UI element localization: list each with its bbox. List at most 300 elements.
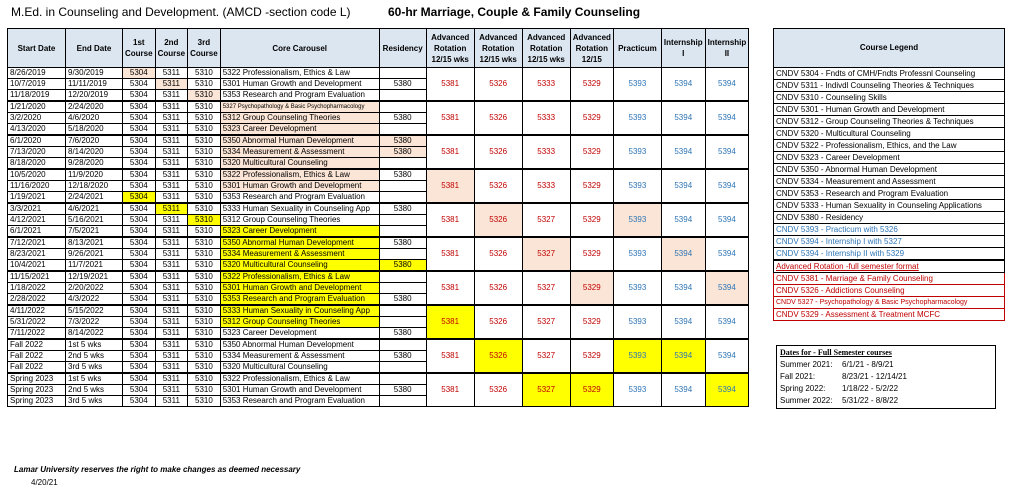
second-course-cell: 5311 [155, 362, 188, 374]
third-course-cell: 5310 [188, 158, 221, 170]
start-date-cell: 6/1/2020 [8, 135, 66, 147]
third-course-cell: 5310 [188, 192, 221, 204]
legend-item: CNDV 5326 - Addictions Counseling [774, 285, 1005, 297]
advanced-rotation-cell: 5329 [570, 237, 613, 271]
third-course-cell: 5310 [188, 124, 221, 136]
first-course-cell: 5304 [123, 328, 156, 340]
advanced-rotation-cell: 5381 [426, 135, 474, 169]
table-row [8, 203, 749, 215]
residency-cell: 5380 [379, 260, 426, 272]
core-carousel-cell: 5301 Human Growth and Development [220, 385, 379, 396]
start-date-cell: Spring 2023 [8, 396, 66, 407]
dates-title: Dates for - Full Semester courses [780, 348, 892, 357]
third-course-cell: 5310 [188, 339, 221, 351]
second-course-cell: 5311 [155, 373, 188, 385]
end-date-cell: 8/13/2021 [66, 237, 123, 249]
internship-2-cell: 5394 [705, 271, 749, 305]
advanced-rotation-cell: 5381 [426, 203, 474, 237]
practicum-cell: 5393 [613, 237, 661, 271]
core-carousel-cell: 5353 Research and Program Evaluation [220, 396, 379, 407]
advanced-rotation-cell: 5381 [426, 101, 474, 135]
practicum-cell: 5393 [613, 339, 661, 373]
core-carousel-cell: 5327 Psychopathology & Basic Psychopharmacology [220, 101, 379, 113]
advanced-rotation-cell: 5329 [570, 271, 613, 305]
first-course-cell: 5304 [123, 147, 156, 158]
end-date-cell: 4/6/2021 [66, 203, 123, 215]
first-course-cell: 5304 [123, 362, 156, 374]
internship-1-cell: 5394 [661, 271, 705, 305]
first-course-cell: 5304 [123, 305, 156, 317]
third-course-cell: 5310 [188, 373, 221, 385]
start-date-cell: 7/12/2021 [8, 237, 66, 249]
practicum-cell: 5393 [613, 169, 661, 203]
legend-item: CNDV 5323 - Career Development [774, 152, 1005, 164]
advanced-rotation-cell: 5381 [426, 305, 474, 339]
end-date-cell: 2/20/2022 [66, 283, 123, 294]
legend-item: CNDV 5301 - Human Growth and Development [774, 104, 1005, 116]
second-course-cell: 5311 [155, 203, 188, 215]
end-date-cell: 12/19/2021 [66, 271, 123, 283]
residency-cell [379, 339, 426, 351]
semester-label: Summer 2021: [780, 360, 833, 369]
semester-range: 5/31/22 - 8/8/22 [842, 396, 899, 405]
start-date-cell: Spring 2023 [8, 373, 66, 385]
advanced-rotation-cell: 5326 [474, 203, 522, 237]
column-header: Core Carousel [220, 29, 379, 68]
advanced-rotation-cell: 5329 [570, 169, 613, 203]
start-date-cell: 11/16/2020 [8, 181, 66, 192]
core-carousel-cell: 5350 Abnormal Human Development [220, 135, 379, 147]
third-course-cell: 5310 [188, 283, 221, 294]
end-date-cell: 1st 5 wks [66, 373, 123, 385]
legend-item: CNDV 5327 - Psychopathology & Basic Psychopharmacology [774, 297, 1005, 309]
core-carousel-cell: 5322 Professionalism, Ethics & Law [220, 169, 379, 181]
practicum-cell: 5393 [613, 101, 661, 135]
start-date-cell: 4/13/2020 [8, 124, 66, 136]
first-course-cell: 5304 [123, 260, 156, 272]
internship-1-cell: 5394 [661, 339, 705, 373]
program-title: M.Ed. in Counseling and Development. (AMCD -section code L) [11, 5, 351, 19]
first-course-cell: 5304 [123, 68, 156, 79]
end-date-cell: 11/9/2020 [66, 169, 123, 181]
core-carousel-cell: 5353 Research and Program Evaluation [220, 90, 379, 102]
third-course-cell: 5310 [188, 101, 221, 113]
legend-title: Course Legend [774, 29, 1005, 68]
advanced-rotation-cell: 5329 [570, 68, 613, 102]
core-carousel-cell: 5323 Career Development [220, 124, 379, 136]
third-course-cell: 5310 [188, 351, 221, 362]
column-header: Advanced Rotation 12/15 [570, 29, 613, 68]
core-carousel-cell: 5312 Group Counseling Theories [220, 317, 379, 328]
start-date-cell: Fall 2022 [8, 362, 66, 374]
end-date-cell: 8/14/2020 [66, 147, 123, 158]
residency-cell [379, 362, 426, 374]
start-date-cell: 11/18/2019 [8, 90, 66, 102]
residency-cell: 5380 [379, 328, 426, 340]
core-carousel-cell: 5323 Career Development [220, 226, 379, 238]
column-header: Advanced Rotation 12/15 wks [426, 29, 474, 68]
third-course-cell: 5310 [188, 147, 221, 158]
residency-cell [379, 215, 426, 226]
second-course-cell: 5311 [155, 158, 188, 170]
third-course-cell: 5310 [188, 181, 221, 192]
semester-dates-row [780, 359, 992, 371]
third-course-cell: 5310 [188, 294, 221, 306]
internship-1-cell: 5394 [661, 101, 705, 135]
table-row [8, 271, 749, 283]
start-date-cell: Fall 2022 [8, 351, 66, 362]
first-course-cell: 5304 [123, 169, 156, 181]
legend-item: CNDV 5350 - Abnormal Human Development [774, 164, 1005, 176]
advanced-rotation-cell: 5381 [426, 169, 474, 203]
residency-cell: 5380 [379, 147, 426, 158]
residency-cell [379, 181, 426, 192]
core-carousel-cell: 5334 Measurement & Assessment [220, 249, 379, 260]
second-course-cell: 5311 [155, 339, 188, 351]
internship-1-cell: 5394 [661, 68, 705, 102]
end-date-cell: 3rd 5 wks [66, 362, 123, 374]
third-course-cell: 5310 [188, 317, 221, 328]
advanced-rotation-cell: 5329 [570, 339, 613, 373]
semester-label: Spring 2022: [780, 384, 826, 393]
advanced-rotation-cell: 5329 [570, 135, 613, 169]
residency-cell [379, 68, 426, 79]
core-carousel-cell: 5333 Human Sexuality in Counseling App [220, 305, 379, 317]
end-date-cell: 5/15/2022 [66, 305, 123, 317]
table-row [8, 305, 749, 317]
legend-item: CNDV 5381 - Marriage & Family Counseling [774, 273, 1005, 285]
first-course-cell: 5304 [123, 237, 156, 249]
core-carousel-cell: 5301 Human Growth and Development [220, 283, 379, 294]
column-header: Internship I [661, 29, 705, 68]
legend-item: CNDV 5394 - Internship I with 5327 [774, 236, 1005, 248]
first-course-cell: 5304 [123, 79, 156, 90]
advanced-rotation-cell: 5327 [522, 203, 570, 237]
semester-label: Fall 2021: [780, 372, 816, 381]
core-carousel-cell: 5322 Professionalism, Ethics & Law [220, 271, 379, 283]
column-header: Practicum [613, 29, 661, 68]
residency-cell: 5380 [379, 237, 426, 249]
core-carousel-cell: 5350 Abnormal Human Development [220, 339, 379, 351]
residency-cell: 5380 [379, 113, 426, 124]
start-date-cell: 4/12/2021 [8, 215, 66, 226]
internship-2-cell: 5394 [705, 169, 749, 203]
internship-2-cell: 5394 [705, 135, 749, 169]
second-course-cell: 5311 [155, 237, 188, 249]
second-course-cell: 5311 [155, 215, 188, 226]
second-course-cell: 5311 [155, 135, 188, 147]
advanced-rotation-cell: 5327 [522, 373, 570, 407]
core-carousel-cell: 5301 Human Growth and Development [220, 79, 379, 90]
first-course-cell: 5304 [123, 124, 156, 136]
internship-2-cell: 5394 [705, 305, 749, 339]
core-carousel-cell: 5353 Research and Program Evaluation [220, 294, 379, 306]
course-schedule-table [7, 28, 749, 407]
end-date-cell: 7/6/2020 [66, 135, 123, 147]
core-carousel-cell: 5301 Human Growth and Development [220, 181, 379, 192]
residency-cell [379, 158, 426, 170]
semester-range: 1/18/22 - 5/2/22 [842, 384, 899, 393]
residency-cell [379, 283, 426, 294]
third-course-cell: 5310 [188, 135, 221, 147]
practicum-cell: 5393 [613, 305, 661, 339]
column-header: Advanced Rotation 12/15 wks [522, 29, 570, 68]
first-course-cell: 5304 [123, 90, 156, 102]
core-carousel-cell: 5320 Multicultural Counseling [220, 362, 379, 374]
disclaimer-note: Lamar University reserves the right to make changes as deemed necessary [14, 465, 301, 474]
second-course-cell: 5311 [155, 351, 188, 362]
advanced-rotation-cell: 5329 [570, 373, 613, 407]
third-course-cell: 5310 [188, 215, 221, 226]
advanced-rotation-cell: 5327 [522, 237, 570, 271]
second-course-cell: 5311 [155, 260, 188, 272]
advanced-rotation-cell: 5326 [474, 373, 522, 407]
first-course-cell: 5304 [123, 135, 156, 147]
core-carousel-cell: 5333 Human Sexuality in Counseling App [220, 203, 379, 215]
residency-cell [379, 192, 426, 204]
end-date-cell: 11/7/2021 [66, 260, 123, 272]
first-course-cell: 5304 [123, 181, 156, 192]
full-semester-dates [776, 345, 996, 409]
internship-1-cell: 5394 [661, 373, 705, 407]
start-date-cell: 3/3/2021 [8, 203, 66, 215]
core-carousel-cell: 5323 Career Development [220, 328, 379, 340]
third-course-cell: 5310 [188, 79, 221, 90]
table-row [8, 101, 749, 113]
table-row [8, 68, 749, 79]
advanced-rotation-cell: 5327 [522, 305, 570, 339]
advanced-rotation-cell: 5327 [522, 271, 570, 305]
core-carousel-cell: 5322 Professionalism, Ethics & Law [220, 68, 379, 79]
semester-range: 8/23/21 - 12/14/21 [842, 372, 907, 381]
internship-2-cell: 5394 [705, 203, 749, 237]
end-date-cell: 12/18/2020 [66, 181, 123, 192]
residency-cell: 5380 [379, 385, 426, 396]
legend-item: CNDV 5310 - Counseling Skills [774, 92, 1005, 104]
end-date-cell: 3rd 5 wks [66, 396, 123, 407]
end-date-cell: 1st 5 wks [66, 339, 123, 351]
end-date-cell: 5/16/2021 [66, 215, 123, 226]
residency-cell: 5380 [379, 203, 426, 215]
table-header-row [8, 29, 749, 68]
start-date-cell: 8/26/2019 [8, 68, 66, 79]
practicum-cell: 5393 [613, 68, 661, 102]
third-course-cell: 5310 [188, 249, 221, 260]
first-course-cell: 5304 [123, 385, 156, 396]
end-date-cell: 9/28/2020 [66, 158, 123, 170]
start-date-cell: 10/7/2019 [8, 79, 66, 90]
third-course-cell: 5310 [188, 305, 221, 317]
advanced-rotation-cell: 5333 [522, 135, 570, 169]
advanced-rotation-cell: 5381 [426, 271, 474, 305]
start-date-cell: 1/18/2022 [8, 283, 66, 294]
column-header: End Date [66, 29, 123, 68]
advanced-rotation-cell: 5381 [426, 68, 474, 102]
end-date-cell: 7/5/2021 [66, 226, 123, 238]
start-date-cell: 1/19/2021 [8, 192, 66, 204]
column-header: Start Date [8, 29, 66, 68]
end-date-cell: 8/14/2022 [66, 328, 123, 340]
advanced-rotation-cell: 5333 [522, 101, 570, 135]
legend-item: CNDV 5394 - Internship II with 5329 [774, 248, 1005, 261]
advanced-rotation-cell: 5333 [522, 68, 570, 102]
second-course-cell: 5311 [155, 181, 188, 192]
end-date-cell: 2/24/2020 [66, 101, 123, 113]
start-date-cell: 6/1/2021 [8, 226, 66, 238]
start-date-cell: Spring 2023 [8, 385, 66, 396]
advanced-rotation-cell: 5327 [522, 339, 570, 373]
core-carousel-cell: 5312 Group Counseling Theories [220, 215, 379, 226]
second-course-cell: 5311 [155, 147, 188, 158]
end-date-cell: 7/3/2022 [66, 317, 123, 328]
residency-cell [379, 317, 426, 328]
start-date-cell: 2/28/2022 [8, 294, 66, 306]
legend-item: CNDV 5329 - Assessment & Treatment MCFC [774, 309, 1005, 321]
residency-cell [379, 396, 426, 407]
residency-cell [379, 101, 426, 113]
internship-2-cell: 5394 [705, 68, 749, 102]
first-course-cell: 5304 [123, 192, 156, 204]
advanced-rotation-cell: 5329 [570, 203, 613, 237]
core-carousel-cell: 5350 Abnormal Human Development [220, 237, 379, 249]
advanced-rotation-cell: 5326 [474, 339, 522, 373]
end-date-cell: 2nd 5 wks [66, 351, 123, 362]
advanced-rotation-cell: 5381 [426, 373, 474, 407]
core-carousel-cell: 5334 Measurement & Assessment [220, 147, 379, 158]
start-date-cell: 11/15/2021 [8, 271, 66, 283]
third-course-cell: 5310 [188, 237, 221, 249]
first-course-cell: 5304 [123, 373, 156, 385]
third-course-cell: 5310 [188, 203, 221, 215]
second-course-cell: 5311 [155, 192, 188, 204]
column-header: Residency [379, 29, 426, 68]
table-row [8, 339, 749, 351]
advanced-rotation-cell: 5381 [426, 237, 474, 271]
semester-dates-row [780, 395, 992, 407]
start-date-cell: 5/31/2022 [8, 317, 66, 328]
advanced-rotation-cell: 5326 [474, 101, 522, 135]
first-course-cell: 5304 [123, 226, 156, 238]
table-row [8, 237, 749, 249]
practicum-cell: 5393 [613, 135, 661, 169]
start-date-cell: 10/5/2020 [8, 169, 66, 181]
residency-cell [379, 373, 426, 385]
core-carousel-cell: 5320 Multicultural Counseling [220, 260, 379, 272]
first-course-cell: 5304 [123, 101, 156, 113]
advanced-rotation-cell: 5333 [522, 169, 570, 203]
legend-item: CNDV 5312 - Group Counseling Theories & Techniques [774, 116, 1005, 128]
third-course-cell: 5310 [188, 169, 221, 181]
practicum-cell: 5393 [613, 271, 661, 305]
internship-1-cell: 5394 [661, 237, 705, 271]
course-legend [773, 28, 1005, 321]
residency-cell: 5380 [379, 169, 426, 181]
first-course-cell: 5304 [123, 396, 156, 407]
second-course-cell: 5311 [155, 305, 188, 317]
core-carousel-cell: 5334 Measurement & Assessment [220, 351, 379, 362]
third-course-cell: 5310 [188, 271, 221, 283]
start-date-cell: 8/18/2020 [8, 158, 66, 170]
second-course-cell: 5311 [155, 124, 188, 136]
start-date-cell: 8/23/2021 [8, 249, 66, 260]
second-course-cell: 5311 [155, 169, 188, 181]
advanced-rotation-cell: 5326 [474, 68, 522, 102]
second-course-cell: 5311 [155, 101, 188, 113]
second-course-cell: 5311 [155, 294, 188, 306]
second-course-cell: 5311 [155, 68, 188, 79]
third-course-cell: 5310 [188, 90, 221, 102]
residency-cell [379, 249, 426, 260]
first-course-cell: 5304 [123, 249, 156, 260]
core-carousel-cell: 5353 Research and Program Evaluation [220, 192, 379, 204]
legend-item: CNDV 5304 - Fndts of CMH/Fndts Professnl Counseling [774, 68, 1005, 80]
legend-item: CNDV 5320 - Multicultural Counseling [774, 128, 1005, 140]
internship-2-cell: 5394 [705, 101, 749, 135]
table-row [8, 373, 749, 385]
core-carousel-cell: 5320 Multicultural Counseling [220, 158, 379, 170]
practicum-cell: 5393 [613, 203, 661, 237]
internship-2-cell: 5394 [705, 373, 749, 407]
internship-1-cell: 5394 [661, 169, 705, 203]
internship-2-cell: 5394 [705, 237, 749, 271]
legend-item: CNDV 5334 - Measurement and Assessment [774, 176, 1005, 188]
third-course-cell: 5310 [188, 362, 221, 374]
revision-date: 4/20/21 [31, 478, 58, 487]
internship-1-cell: 5394 [661, 135, 705, 169]
advanced-rotation-cell: 5326 [474, 271, 522, 305]
second-course-cell: 5311 [155, 396, 188, 407]
first-course-cell: 5304 [123, 158, 156, 170]
end-date-cell: 5/18/2020 [66, 124, 123, 136]
second-course-cell: 5311 [155, 249, 188, 260]
residency-cell: 5380 [379, 79, 426, 90]
second-course-cell: 5311 [155, 328, 188, 340]
second-course-cell: 5311 [155, 271, 188, 283]
core-carousel-cell: 5312 Group Counseling Theories [220, 113, 379, 124]
start-date-cell: 4/11/2022 [8, 305, 66, 317]
start-date-cell: 7/11/2022 [8, 328, 66, 340]
core-carousel-cell: 5322 Professionalism, Ethics & Law [220, 373, 379, 385]
residency-cell [379, 305, 426, 317]
residency-cell [379, 271, 426, 283]
legend-item: CNDV 5380 - Residency [774, 212, 1005, 224]
advanced-rotation-cell: 5326 [474, 169, 522, 203]
second-course-cell: 5311 [155, 113, 188, 124]
column-header: Internship II [705, 29, 749, 68]
end-date-cell: 2/24/2021 [66, 192, 123, 204]
legend-item: CNDV 5322 - Professionalism, Ethics, and the Law [774, 140, 1005, 152]
residency-cell [379, 90, 426, 102]
legend-item: CNDV 5311 - Indivdl Counseling Theories & Techniques [774, 80, 1005, 92]
third-course-cell: 5310 [188, 328, 221, 340]
advanced-rotation-cell: 5329 [570, 305, 613, 339]
end-date-cell: 11/11/2019 [66, 79, 123, 90]
advanced-rotation-cell: 5381 [426, 339, 474, 373]
track-title: 60-hr Marriage, Couple & Family Counseling [388, 5, 641, 19]
first-course-cell: 5304 [123, 339, 156, 351]
second-course-cell: 5311 [155, 226, 188, 238]
first-course-cell: 5304 [123, 215, 156, 226]
advanced-rotation-cell: 5326 [474, 237, 522, 271]
advanced-rotation-cell: 5329 [570, 101, 613, 135]
table-row [8, 135, 749, 147]
internship-1-cell: 5394 [661, 203, 705, 237]
end-date-cell: 9/30/2019 [66, 68, 123, 79]
legend-item: CNDV 5333 - Human Sexuality in Counseling Applications [774, 200, 1005, 212]
second-course-cell: 5311 [155, 317, 188, 328]
residency-cell: 5380 [379, 294, 426, 306]
start-date-cell: 10/4/2021 [8, 260, 66, 272]
